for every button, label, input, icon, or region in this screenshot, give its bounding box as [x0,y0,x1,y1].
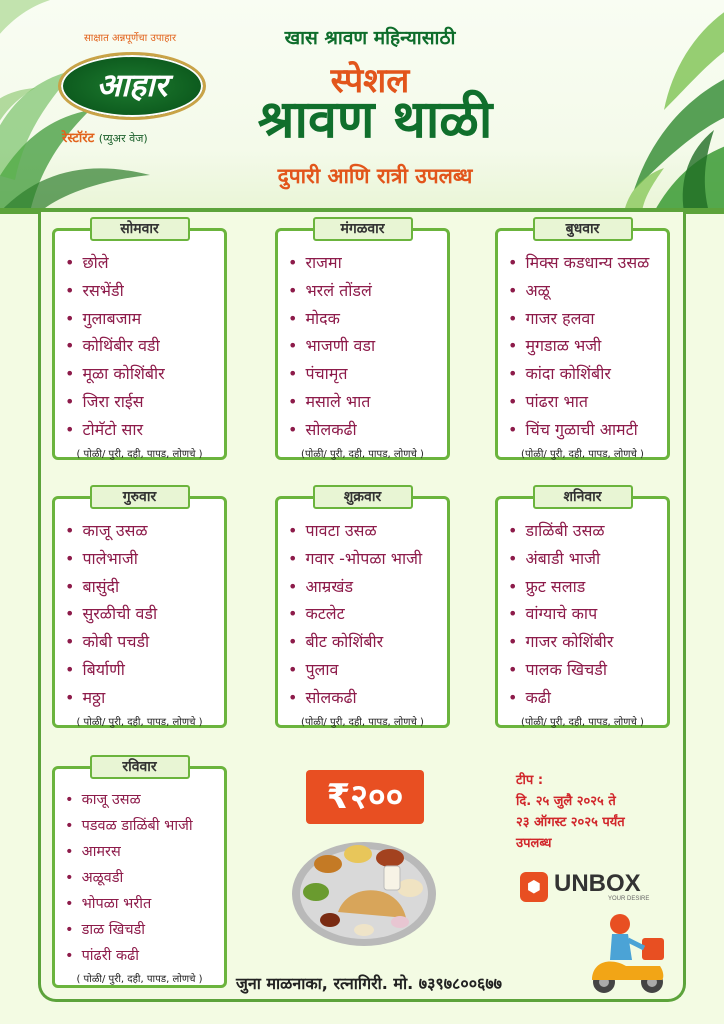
list-item: • पालक खिचडी [508,659,607,679]
list-item: • बीट कोशिंबीर [288,632,384,652]
dish-list [55,499,224,712]
price-badge: ₹२०० [306,770,424,824]
list-item: • मूळा कोशिंबीर [65,364,165,384]
list-item: • टोमॅटो सार [65,419,144,439]
list-item: • भरलं तोंडलं [288,280,372,300]
list-item: • पावटा उसळ [288,521,377,540]
page-title: श्रावण थाळी [257,90,493,150]
address-contact: जुना माळनाका, रत्नागिरी. मो. ७३९७८००६७७ [236,974,502,993]
day-card-friday [275,489,450,728]
day-label: शुक्रवार [313,485,413,509]
list-item: • आमरस [65,844,121,860]
list-item: • भोपळा भरीत [65,896,152,912]
list-item: • मुगडाळ भजी [508,336,602,356]
list-item: • आम्रखंड [288,576,354,596]
list-item: • जिरा राईस [65,391,144,411]
list-item: • छोले [65,253,109,272]
day-card-tuesday [275,221,450,460]
list-item: • कटलेट [288,604,345,624]
day-label: बुधवार [533,217,633,241]
partner-tagline: YOUR DESIRE [608,896,650,902]
list-item: • मसाले भात [288,391,371,411]
list-item: • पांढरा भात [508,391,588,411]
list-item: • कोथिंबीर वडी [65,336,160,356]
list-item: • सोलकढी [288,687,357,707]
list-item: • वांग्याचे काप [508,604,598,624]
dish-list [278,231,447,444]
list-item: • बिर्याणी [65,659,125,679]
list-item: • रसभेंडी [65,280,124,300]
day-card-saturday [495,489,670,728]
list-item: • पुलाव [288,659,339,679]
list-item: • काजू उसळ [65,521,148,540]
accompaniments-note: (पोळी/ पुरी, दही, पापड, लोणचे ) [521,448,644,460]
list-item: • गवार -भोपळा भाजी [288,548,423,568]
box-icon: ⬢ [520,872,548,902]
list-item: • कोबी पचडी [65,632,150,652]
dish-list [278,499,447,712]
dish-list [55,231,224,444]
list-item: • पालेभाजी [65,548,138,568]
day-card-thursday [52,489,227,728]
list-item: • अळूवडी [65,870,124,886]
day-label: रविवार [90,755,190,779]
list-item: • काजू उसळ [65,792,141,808]
leaves-right-decoration [504,0,724,212]
day-card-sunday [52,759,227,988]
list-item: • मठ्ठा [65,687,106,707]
validity-note [516,770,686,854]
note-label: टीप : [516,773,544,788]
list-item: • पंचामृत [288,364,348,384]
list-item: • भाजणी वडा [288,336,376,356]
list-item: • कांदा कोशिंबीर [508,364,611,384]
list-item: • मिक्स कडधान्य उसळ [508,253,650,272]
note-line-1: दि. २५ जुलै २०२५ ते [516,794,616,809]
list-item: • अंबाडी भाजी [508,548,601,568]
accompaniments-note: ( पोळी/ पुरी, दही, पापड, लोणचे ) [76,974,203,985]
dish-list [55,769,224,969]
list-item: • फ्रुट सलाड [508,576,586,596]
list-item: • गाजर हलवा [508,308,595,328]
dish-list [498,231,667,444]
list-item: • गाजर कोशिंबीर [508,632,614,652]
list-item: • पडवळ डाळिंबी भाजी [65,818,193,834]
day-label: मंगळवार [313,217,413,241]
day-label: गुरुवार [90,485,190,509]
list-item: • गुलाबजाम [65,308,142,328]
note-line-2: २३ ऑगस्ट २०२५ पर्यंत [516,815,625,830]
day-label: सोमवार [90,217,190,241]
dish-list [498,499,667,712]
accompaniments-note: ( पोळी/ पुरी, दही, पापड, लोणचे ) [76,716,203,728]
unbox-partner-logo [520,870,660,906]
list-item: • सुरळीची वडी [65,604,158,624]
logo-subtitle [62,128,232,146]
list-item: • कढी [508,687,551,707]
availability-line: दुपारी आणि रात्री उपलब्ध [277,164,473,188]
thali-plate-image [288,822,440,952]
header-banner [0,0,724,212]
logo-name: आहार [96,66,168,104]
logo-emblem [58,52,206,120]
day-card-monday [52,221,227,460]
list-item: • चिंच गुळाची आमटी [508,419,638,439]
list-item: • राजमा [288,253,342,272]
list-item: • सोलकढी [288,419,357,439]
list-item: • अळू [508,280,550,300]
list-item: • पांढरी कढी [65,948,140,964]
headline-special: स्पेशल [330,61,410,101]
day-card-wednesday [495,221,670,460]
restaurant-logo [50,22,225,152]
partner-name: UNBOX [554,870,641,897]
accompaniments-note: ( पोळी/ पुरी, दही, पापड, लोणचे ) [76,448,203,460]
accompaniments-note: (पोळी/ पुरी, दही, पापड, लोणचे ) [301,448,424,460]
note-line-3: उपलब्ध [516,836,552,851]
list-item: • डाळिंबी उसळ [508,521,605,540]
logo-pure-veg-label: (प्युअर वेज) [98,132,148,145]
list-item: • बासुंदी [65,576,120,596]
accompaniments-note: (पोळी/ पुरी, दही, पापड, लोणचे ) [521,716,644,728]
logo-tagline: साक्षात अन्नपूर्णेचा उपाहार [84,33,177,44]
logo-restaurant-label: रेस्टॉरंट [62,131,95,146]
list-item: • मोदक [288,308,340,328]
headline-top: खास श्रावण महिन्यासाठी [284,27,456,49]
accompaniments-note: (पोळी/ पुरी, दही, पापड, लोणचे ) [301,716,424,728]
day-label: शनिवार [533,485,633,509]
list-item: • डाळ खिचडी [65,922,146,938]
